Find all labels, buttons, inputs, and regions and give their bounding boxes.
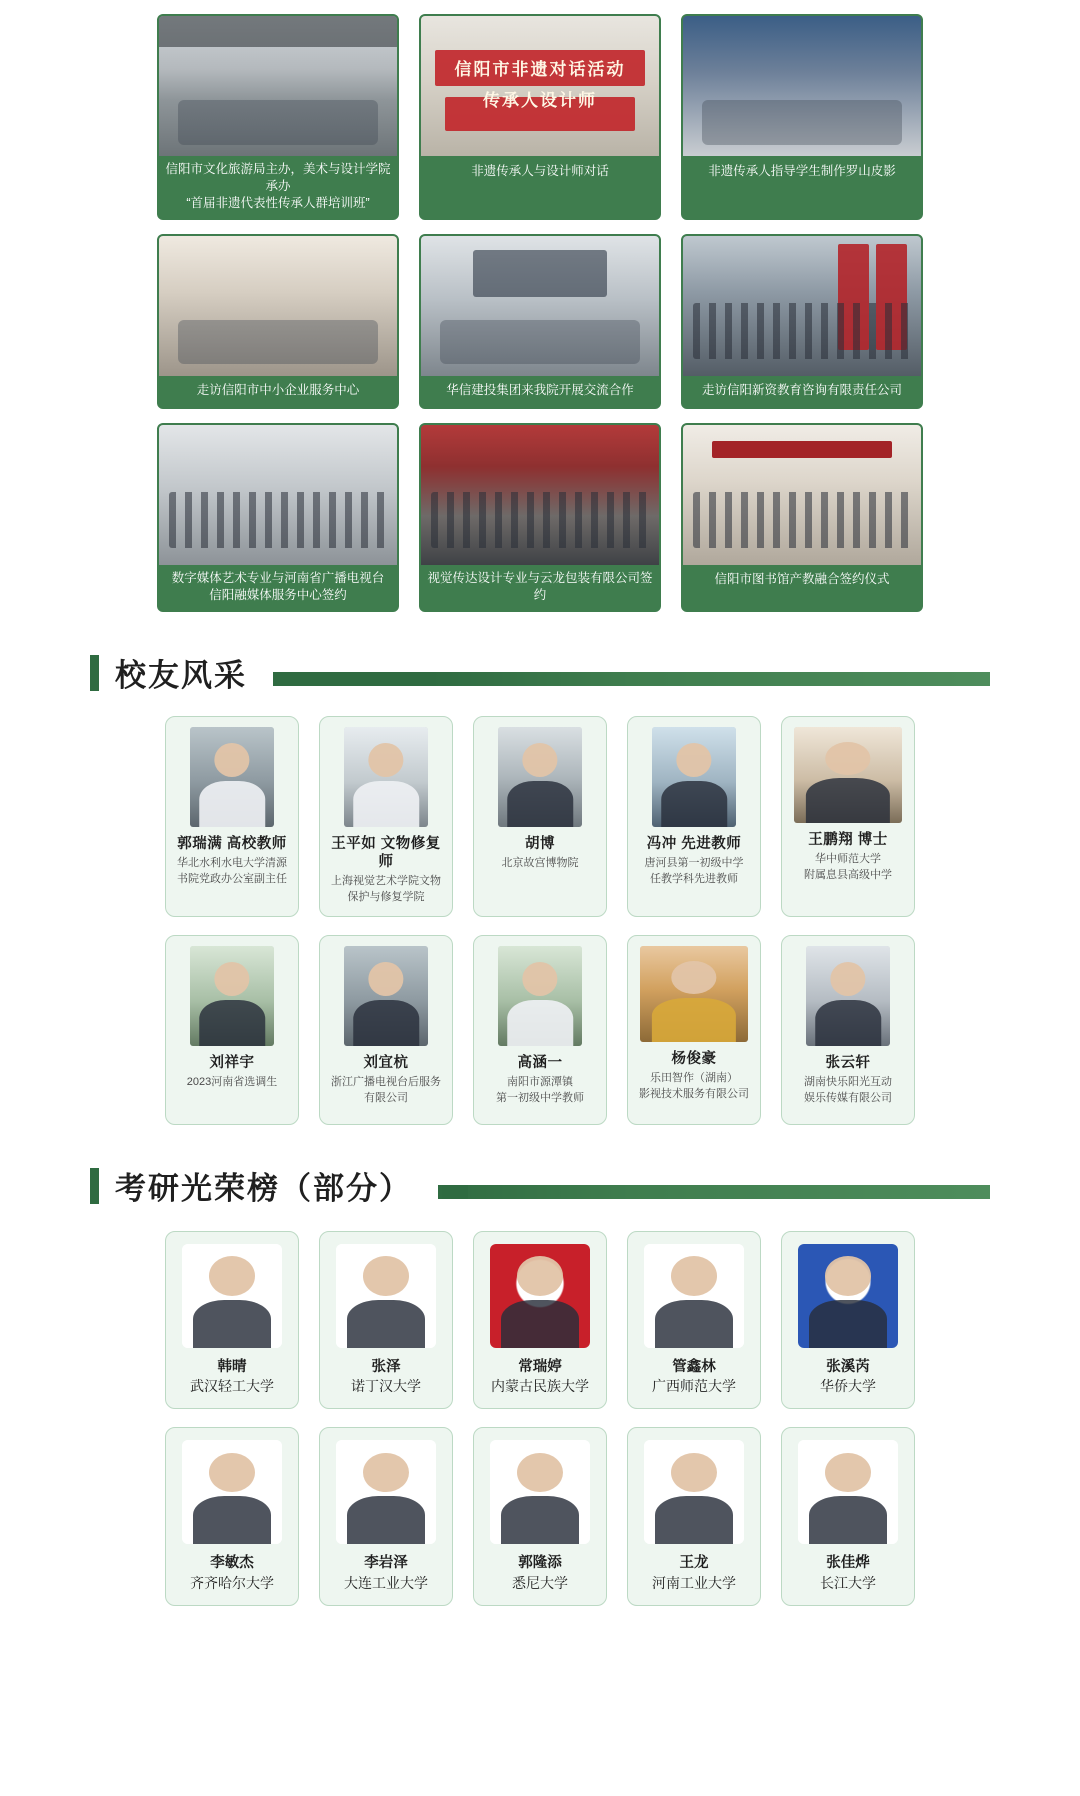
avatar bbox=[190, 946, 274, 1046]
exam-card[interactable] bbox=[473, 1427, 607, 1605]
desc-line: 书院党政办公室副主任 bbox=[177, 872, 287, 885]
avatar bbox=[336, 1440, 436, 1544]
student-name: 张佳烨 bbox=[826, 1555, 870, 1572]
photo-gallery bbox=[0, 0, 1080, 612]
avatar bbox=[182, 1244, 282, 1348]
avatar bbox=[498, 946, 582, 1046]
student-name: 常瑞婷 bbox=[518, 1358, 562, 1375]
alumni-desc bbox=[496, 1075, 584, 1107]
photo-caption: 非遗传承人与设计师对话 bbox=[421, 156, 659, 187]
alumni-desc bbox=[804, 1075, 892, 1107]
banner-top-text: 信阳市非遗对话活动 bbox=[454, 60, 626, 80]
alumni-name: 王平如 文物修复师 bbox=[331, 835, 441, 870]
photo-caption bbox=[159, 565, 397, 610]
desc-line: 2023河南省选调生 bbox=[186, 1075, 278, 1088]
photo-caption bbox=[159, 156, 397, 218]
avatar bbox=[344, 727, 428, 827]
student-school: 河南工业大学 bbox=[652, 1574, 736, 1591]
student-name: 李岩泽 bbox=[364, 1555, 408, 1572]
exam-section-heading bbox=[0, 1159, 1080, 1213]
alumni-name: 高涵一 bbox=[517, 1054, 563, 1071]
photo-card[interactable] bbox=[681, 234, 923, 409]
alumni-desc bbox=[177, 856, 287, 888]
exam-grid bbox=[0, 1231, 1080, 1606]
avatar bbox=[652, 727, 736, 827]
exam-card[interactable] bbox=[319, 1231, 453, 1409]
student-name: 管鑫林 bbox=[672, 1358, 716, 1375]
photo-image bbox=[421, 16, 659, 156]
heading-accent-bar bbox=[90, 1168, 99, 1204]
photo-card[interactable] bbox=[419, 234, 661, 409]
alumni-name: 刘祥宇 bbox=[209, 1054, 255, 1071]
exam-card[interactable] bbox=[627, 1231, 761, 1409]
photo-card[interactable] bbox=[419, 423, 661, 612]
alumni-section-heading bbox=[0, 646, 1080, 700]
desc-line: 第一初级中学教师 bbox=[496, 1091, 584, 1104]
exam-card[interactable] bbox=[473, 1231, 607, 1409]
alumni-name: 郭瑞满 高校教师 bbox=[177, 835, 287, 852]
alumni-name: 张云轩 bbox=[825, 1054, 871, 1071]
alumni-card[interactable] bbox=[165, 716, 299, 917]
alumni-card[interactable] bbox=[627, 935, 761, 1125]
section-title: 校友风采 bbox=[115, 658, 247, 695]
student-name: 张溪芮 bbox=[826, 1358, 870, 1375]
avatar bbox=[490, 1440, 590, 1544]
avatar bbox=[644, 1244, 744, 1348]
photo-caption: 走访信阳新资教育咨询有限责任公司 bbox=[683, 376, 921, 407]
alumni-name: 王鹏翔 博士 bbox=[808, 831, 888, 848]
alumni-card[interactable] bbox=[319, 716, 453, 917]
caption-line: 信阳市文化旅游局主办，美术与设计学院承办 bbox=[165, 162, 391, 193]
avatar bbox=[640, 946, 748, 1042]
desc-line: 唐河县第一初级中学 bbox=[644, 856, 744, 869]
photo-caption: 非遗传承人指导学生制作罗山皮影 bbox=[683, 156, 921, 187]
desc-line: 湖南快乐阳光互动 bbox=[804, 1075, 892, 1088]
alumni-card[interactable] bbox=[473, 716, 607, 917]
photo-card[interactable] bbox=[157, 14, 399, 220]
alumni-desc bbox=[187, 1075, 277, 1091]
desc-line: 浙江广播电视台后服务 bbox=[331, 1075, 441, 1088]
avatar bbox=[490, 1244, 590, 1348]
alumni-name: 杨俊豪 bbox=[671, 1050, 717, 1067]
section-title: 考研光荣榜（部分） bbox=[115, 1171, 412, 1208]
photo-image bbox=[159, 16, 397, 156]
banner-bottom-text: 传承人设计师 bbox=[483, 91, 597, 111]
photo-card[interactable] bbox=[157, 234, 399, 409]
photo-caption: 华信建投集团来我院开展交流合作 bbox=[421, 376, 659, 407]
heading-accent-bar bbox=[90, 655, 99, 691]
alumni-name: 胡博 bbox=[525, 835, 555, 852]
photo-image bbox=[159, 425, 397, 565]
alumni-grid bbox=[0, 716, 1080, 1125]
photo-caption: 走访信阳市中小企业服务中心 bbox=[159, 376, 397, 407]
desc-line: 娱乐传媒有限公司 bbox=[804, 1091, 892, 1104]
student-name: 王龙 bbox=[679, 1555, 709, 1572]
alumni-card[interactable] bbox=[165, 935, 299, 1125]
heading-plate bbox=[90, 1159, 438, 1213]
avatar bbox=[794, 727, 902, 823]
exam-card[interactable] bbox=[781, 1427, 915, 1605]
desc-line: 任教学科先进教师 bbox=[650, 872, 738, 885]
photo-image bbox=[683, 16, 921, 156]
avatar bbox=[344, 946, 428, 1046]
photo-image bbox=[683, 236, 921, 376]
desc-line: 华中师范大学 bbox=[815, 852, 881, 865]
alumni-desc bbox=[645, 856, 744, 888]
alumni-name: 冯冲 先进教师 bbox=[646, 835, 742, 852]
photo-card[interactable] bbox=[419, 14, 661, 220]
photo-card[interactable] bbox=[157, 423, 399, 612]
student-school: 广西师范大学 bbox=[652, 1378, 736, 1395]
desc-line: 南阳市源潭镇 bbox=[507, 1075, 573, 1088]
student-school: 华侨大学 bbox=[820, 1378, 876, 1395]
student-school: 诺丁汉大学 bbox=[351, 1378, 421, 1395]
student-name: 郭隆添 bbox=[518, 1555, 562, 1572]
avatar bbox=[644, 1440, 744, 1544]
desc-line: 保护与修复学院 bbox=[347, 890, 425, 903]
student-school: 武汉轻工大学 bbox=[190, 1378, 274, 1395]
alumni-card[interactable] bbox=[781, 935, 915, 1125]
avatar bbox=[806, 946, 890, 1046]
avatar bbox=[498, 727, 582, 827]
photo-caption: 信阳市图书馆产教融合签约仪式 bbox=[683, 565, 921, 596]
heading-plate bbox=[90, 646, 273, 700]
photo-card[interactable] bbox=[681, 14, 923, 220]
alumni-card[interactable] bbox=[473, 935, 607, 1125]
student-name: 张泽 bbox=[371, 1358, 401, 1375]
alumni-card[interactable] bbox=[781, 716, 915, 917]
desc-line: 影视技术服务有限公司 bbox=[639, 1087, 749, 1100]
photo-image bbox=[421, 425, 659, 565]
student-name: 李敏杰 bbox=[210, 1555, 254, 1572]
heading-wedge bbox=[316, 672, 342, 686]
caption-line: 数字媒体艺术专业与河南省广播电视台 bbox=[171, 570, 385, 585]
avatar bbox=[182, 1440, 282, 1544]
exam-card[interactable] bbox=[627, 1427, 761, 1605]
desc-line: 有限公司 bbox=[364, 1091, 408, 1104]
student-school: 齐齐哈尔大学 bbox=[190, 1574, 274, 1591]
heading-wedge bbox=[442, 1185, 468, 1199]
photo-caption: 视觉传达设计专业与云龙包装有限公司签约 bbox=[421, 565, 659, 610]
avatar bbox=[798, 1440, 898, 1544]
photo-image bbox=[159, 236, 397, 376]
avatar bbox=[336, 1244, 436, 1348]
alumni-desc bbox=[502, 856, 579, 872]
student-school: 悉尼大学 bbox=[512, 1574, 568, 1591]
desc-line: 华北水利水电大学清源 bbox=[177, 856, 287, 869]
student-name: 韩晴 bbox=[217, 1358, 247, 1375]
student-school: 内蒙古民族大学 bbox=[491, 1378, 589, 1395]
avatar bbox=[190, 727, 274, 827]
desc-line: 北京故宫博物院 bbox=[501, 856, 579, 869]
exam-card[interactable] bbox=[165, 1427, 299, 1605]
student-school: 长江大学 bbox=[820, 1574, 876, 1591]
student-school: 大连工业大学 bbox=[344, 1574, 428, 1591]
caption-line: “首届非遗代表性传承人群培训班” bbox=[186, 195, 370, 210]
desc-line: 乐田智作（湖南） bbox=[650, 1071, 738, 1084]
photo-image bbox=[421, 236, 659, 376]
alumni-desc bbox=[331, 1075, 441, 1107]
alumni-desc bbox=[331, 874, 441, 906]
exam-card[interactable] bbox=[165, 1231, 299, 1409]
photo-image bbox=[683, 425, 921, 565]
desc-line: 附属息县高级中学 bbox=[804, 868, 892, 881]
photo-card[interactable] bbox=[681, 423, 923, 612]
desc-line: 上海视觉艺术学院文物 bbox=[331, 874, 441, 887]
alumni-name: 刘宜杭 bbox=[363, 1054, 409, 1071]
alumni-desc bbox=[804, 852, 892, 884]
alumni-card[interactable] bbox=[319, 935, 453, 1125]
avatar bbox=[798, 1244, 898, 1348]
exam-card[interactable] bbox=[781, 1231, 915, 1409]
caption-line: 信阳融媒体服务中心签约 bbox=[209, 587, 347, 602]
alumni-desc bbox=[639, 1071, 749, 1103]
exam-card[interactable] bbox=[319, 1427, 453, 1605]
alumni-card[interactable] bbox=[627, 716, 761, 917]
